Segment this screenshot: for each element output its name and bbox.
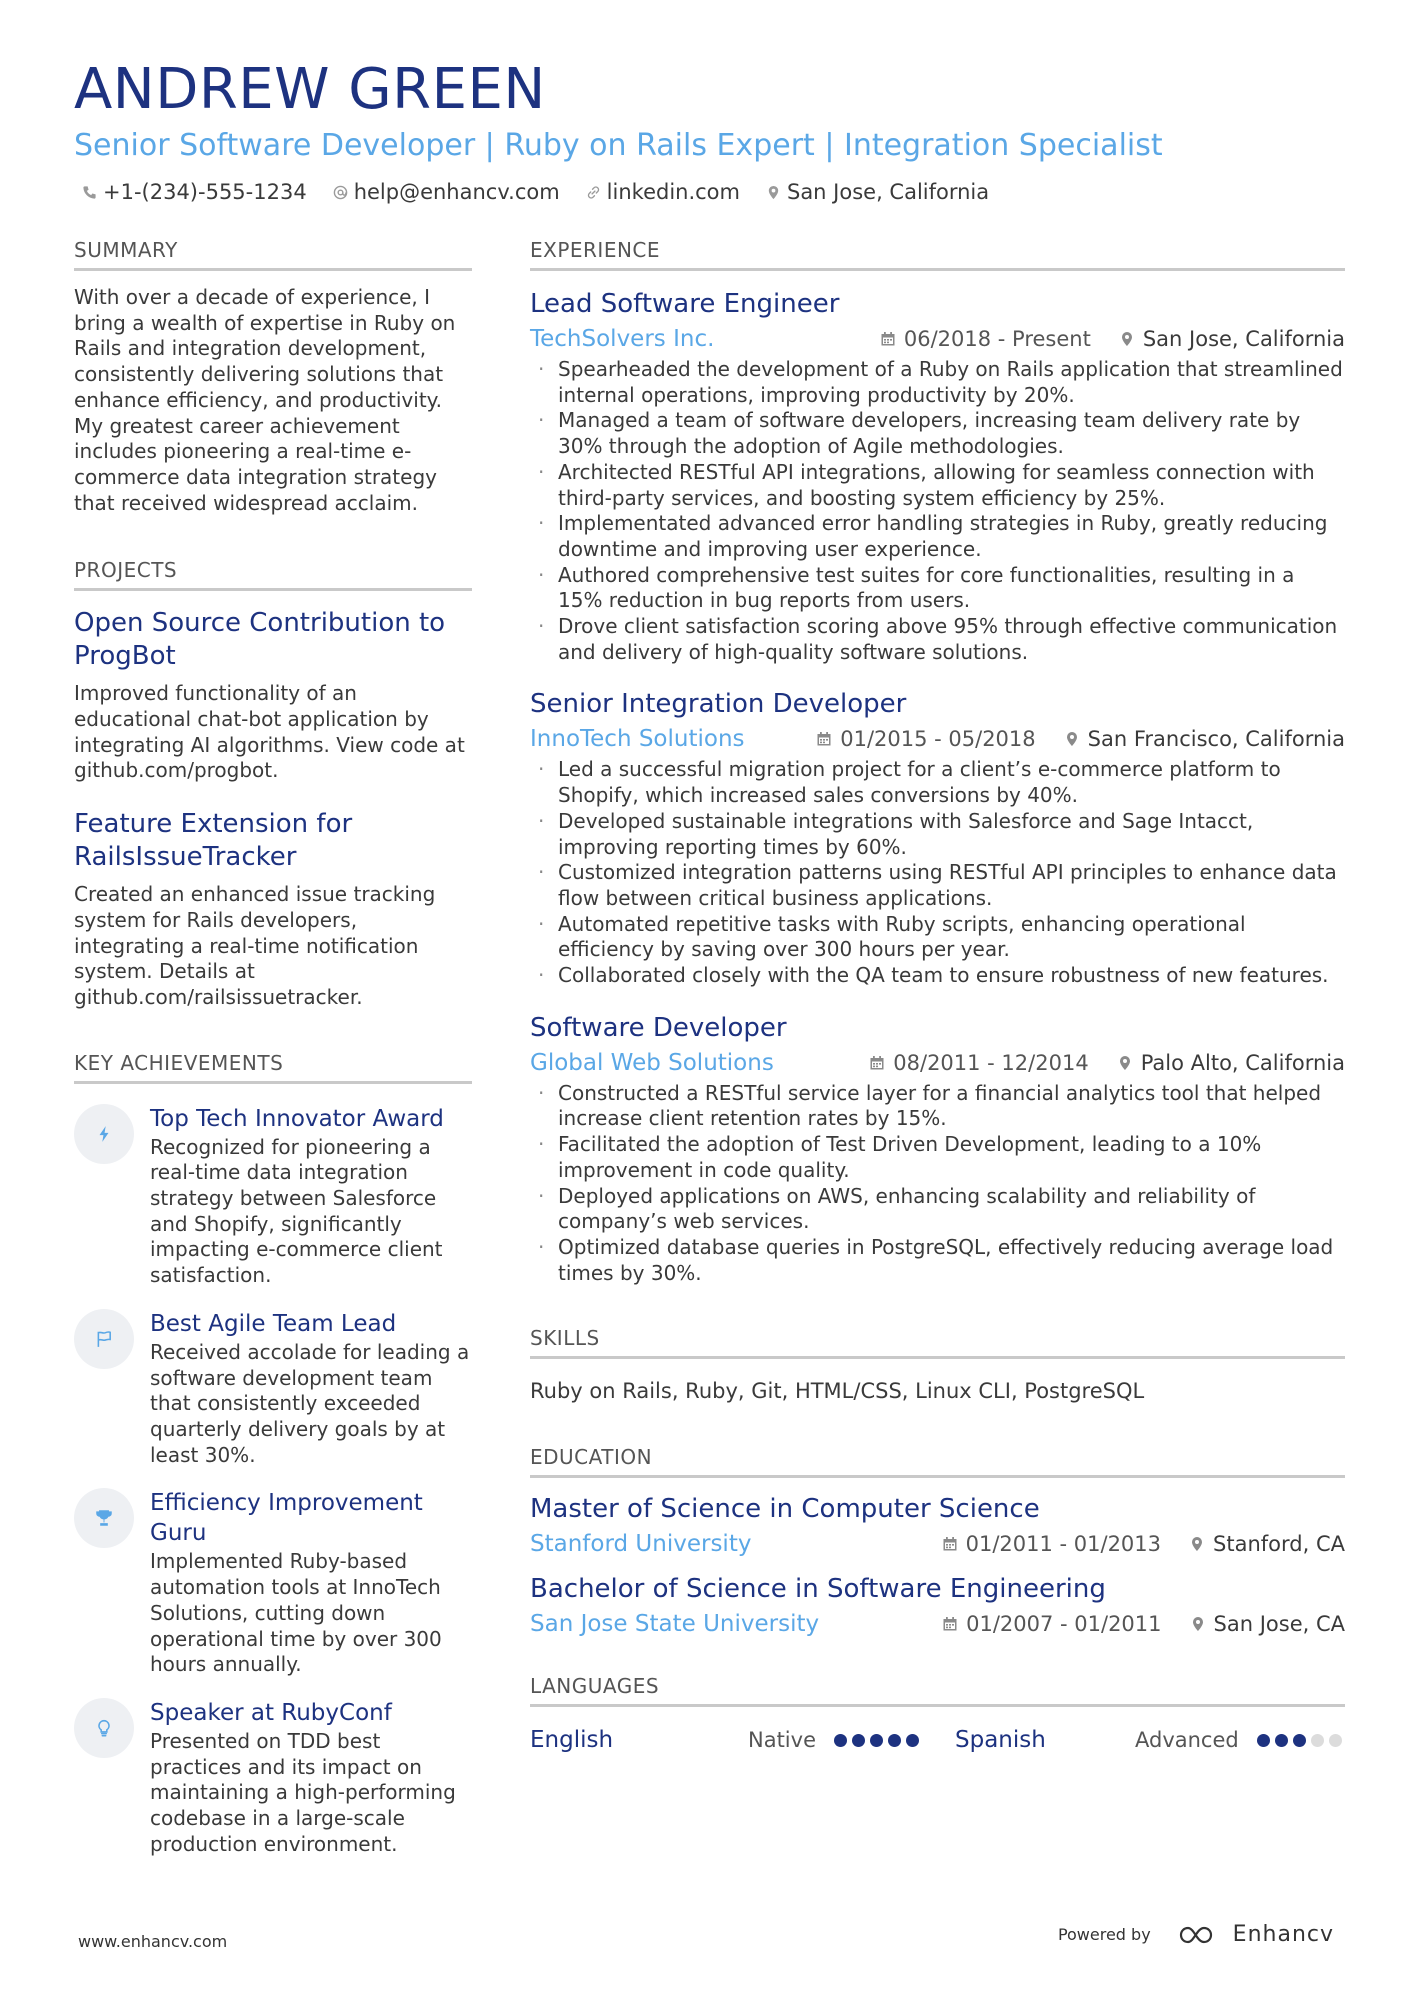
location-pin-icon [1117, 1055, 1133, 1071]
powered-by-text: Powered by [1057, 1925, 1151, 1944]
bullet-item: · Optimized database queries in PostgreSQL, effectively reducing average load times by 30%. [530, 1235, 1345, 1286]
rating-dot-filled [852, 1734, 865, 1747]
skills-heading: SKILLS [530, 1326, 1345, 1359]
rating-dot-filled [834, 1734, 847, 1747]
language-rating [834, 1734, 919, 1747]
achievement-icon-badge [74, 1104, 134, 1164]
rating-dot-empty [1329, 1734, 1342, 1747]
education-heading: EDUCATION [530, 1445, 1345, 1478]
rating-dot-filled [1293, 1734, 1306, 1747]
rating-dot-filled [906, 1734, 919, 1747]
achievement-icon-badge [74, 1488, 134, 1548]
footer-website[interactable]: www.enhancv.com [78, 1932, 228, 1951]
language-item [530, 1727, 955, 1753]
school-name: San Jose State University [530, 1611, 820, 1638]
school-name: Stanford University [530, 1531, 752, 1558]
project-description: Created an enhanced issue tracking system for Rails developers, integrating a real-time notification system. Details at github.com/railsissuetracker. [74, 882, 436, 1009]
achievement-description: Received accolade for leading a software development team that consistently exceeded quarterly delivery goals by at least 30%. [150, 1339, 470, 1467]
education-dates: 01/2011 - 01/2013 [965, 1532, 1162, 1557]
job-bullets [530, 757, 1345, 988]
achievements-heading: KEY ACHIEVEMENTS [74, 1051, 472, 1084]
link-icon [586, 185, 601, 200]
job-dates: 01/2015 - 05/2018 [840, 727, 1036, 752]
bullet-item: · Deployed applications on AWS, enhancing scalability and reliability of company’s web services. [530, 1184, 1345, 1235]
bullet-item: · Automated repetitive tasks with Ruby scripts, enhancing operational efficiency by saving over 300 hours per year. [530, 912, 1345, 963]
job-dates: 06/2018 - Present [903, 327, 1091, 351]
bullet-item: · Developed sustainable integrations with Salesforce and Sage Intacct, improving reporting times by 60%. [530, 809, 1345, 860]
contact-bar [82, 180, 989, 204]
company-name: InnoTech Solutions [530, 726, 745, 753]
achievement-title: Speaker at RubyConf [150, 1699, 392, 1726]
degree-title: Bachelor of Science in Software Engineering [530, 1574, 1106, 1605]
rating-dot-filled [888, 1734, 901, 1747]
job-location: San Francisco, California [1087, 727, 1345, 752]
achievement-icon-badge [74, 1698, 134, 1758]
link-text: linkedin.com [606, 180, 740, 204]
education-item [530, 1572, 1345, 1640]
bullet-item: · Managed a team of software developers, increasing team delivery rate by 30% through the adoption of Agile methodologies. [530, 408, 1345, 459]
candidate-name: ANDREW GREEN [74, 57, 546, 122]
calendar-icon [816, 731, 832, 747]
enhancv-logo-icon [1177, 1924, 1221, 1946]
project-description: Improved functionality of an educational chat-bot application by integrating AI algorithms. View code at github.com/progbot. [74, 681, 465, 783]
language-rating [1257, 1734, 1342, 1747]
experience-item [530, 687, 1345, 988]
left-column [74, 238, 472, 1857]
job-dates: 08/2011 - 12/2014 [893, 1050, 1089, 1075]
achievement-description: Presented on TDD best practices and its impact on maintaining a high-performing codebase in a large-scale production environment. [150, 1728, 456, 1856]
location-pin-icon [766, 185, 781, 200]
right-column [530, 238, 1345, 1753]
summary-text: With over a decade of experience, I bring a wealth of expertise in Ruby on Rails and integration development, consistently delivering solutions that enhance efficiency, and productivity. My greatest career achievement includes pioneering a real-time e-commerce data integration strategy that received widespread acclaim. [74, 285, 456, 515]
experience-heading: EXPERIENCE [530, 238, 1345, 271]
job-title: Software Developer [530, 1012, 787, 1043]
bullet-item: · Architected RESTful API integrations, allowing for seamless connection with third-party services, and boosting system efficiency by 25%. [530, 460, 1345, 511]
bullet-item: · Led a successful migration project for a client’s e-commerce platform to Shopify, which increased sales conversions by 40%. [530, 757, 1345, 808]
calendar-icon [869, 1055, 885, 1071]
bullet-item: · Constructed a RESTful service layer for a financial analytics tool that helped increase client retention rates by 15%. [530, 1081, 1345, 1132]
bolt-icon [95, 1125, 113, 1143]
contact-email[interactable] [333, 180, 560, 204]
language-level: Advanced [1135, 1728, 1239, 1753]
summary-heading: SUMMARY [74, 238, 472, 271]
job-bullets [530, 1081, 1345, 1287]
company-name: TechSolvers Inc. [530, 326, 715, 352]
phone-icon [82, 185, 97, 200]
calendar-icon [942, 1536, 958, 1552]
education-item [530, 1492, 1345, 1560]
lightbulb-icon [95, 1719, 113, 1737]
project-item [74, 607, 472, 784]
bullet-item: · Drove client satisfaction scoring above 95% through effective communication and delivery of high-quality software solutions. [530, 614, 1345, 665]
bullet-item: · Spearheaded the development of a Ruby on Rails application that streamlined internal operations, improving productivity by 20%. [530, 357, 1345, 408]
job-location: Palo Alto, California [1140, 1050, 1345, 1075]
language-level: Native [748, 1728, 816, 1753]
experience-item [530, 1011, 1345, 1287]
project-item [74, 808, 472, 1011]
project-title: Feature Extension for RailsIssueTracker [74, 809, 353, 873]
achievement-description: Recognized for pioneering a real-time data integration strategy between Salesforce and Shopify, significantly impacting e-commerce client satisfaction. [150, 1134, 443, 1288]
experience-item [530, 287, 1345, 665]
bullet-item: · Collaborated closely with the QA team to ensure robustness of new features. [530, 963, 1345, 989]
achievement-title: Top Tech Innovator Award [150, 1105, 444, 1132]
location-pin-icon [1119, 331, 1135, 347]
enhancv-brand: Enhancv [1232, 1922, 1334, 1947]
company-name: Global Web Solutions [530, 1049, 774, 1076]
at-icon [333, 185, 348, 200]
achievement-item [74, 1698, 472, 1858]
education-dates: 01/2007 - 01/2011 [966, 1612, 1162, 1637]
skills-list: Ruby on Rails, Ruby, Git, HTML/CSS, Linux CLI, PostgreSQL [530, 1379, 1145, 1404]
achievement-title: Best Agile Team Lead [150, 1310, 397, 1337]
flag-icon [95, 1330, 113, 1348]
contact-link[interactable] [586, 180, 740, 204]
bullet-item: · Facilitated the adoption of Test Driven Development, leading to a 10% improvement in code quality. [530, 1132, 1345, 1183]
bullet-item: · Customized integration patterns using RESTful API principles to enhance data flow between critical business applications. [530, 860, 1345, 911]
education-location: Stanford, CA [1213, 1532, 1345, 1557]
job-bullets [530, 357, 1345, 665]
calendar-icon [880, 331, 896, 347]
contact-location [766, 180, 989, 204]
location-pin-icon [1064, 731, 1080, 747]
contact-phone[interactable] [82, 180, 307, 204]
job-location: San Jose, California [1142, 327, 1345, 351]
job-title: Lead Software Engineer [530, 289, 840, 319]
projects-heading: PROJECTS [74, 558, 472, 591]
email-text: help@enhancv.com [353, 180, 560, 204]
bullet-item: · Implementated advanced error handling strategies in Ruby, greatly reducing downtime and improving user experience. [530, 511, 1345, 562]
language-name: Spanish [955, 1727, 1046, 1754]
rating-dot-filled [1275, 1734, 1288, 1747]
bullet-item: · Authored comprehensive test suites for core functionalities, resulting in a 15% reduction in bug reports from users. [530, 563, 1345, 614]
rating-dot-filled [1257, 1734, 1270, 1747]
achievement-title: Efficiency Improvement Guru [150, 1490, 423, 1547]
job-title: Senior Integration Developer [530, 689, 907, 720]
degree-title: Master of Science in Computer Science [530, 1494, 1040, 1525]
achievement-item [74, 1104, 472, 1289]
calendar-icon [942, 1616, 958, 1632]
rating-dot-filled [870, 1734, 883, 1747]
languages-list [530, 1727, 1345, 1753]
candidate-tagline: Senior Software Developer | Ruby on Rails Expert | Integration Specialist [74, 128, 1163, 163]
location-pin-icon [1190, 1616, 1206, 1632]
rating-dot-empty [1311, 1734, 1324, 1747]
project-title: Open Source Contribution to ProgBot [74, 608, 446, 672]
footer-branding [1058, 1922, 1334, 1947]
location-text: San Jose, California [786, 180, 990, 204]
achievement-item [74, 1488, 472, 1678]
achievement-icon-badge [74, 1309, 134, 1369]
achievement-item [74, 1309, 472, 1469]
achievement-description: Implemented Ruby-based automation tools at InnoTech Solutions, cutting down operational time by over 300 hours annually. [150, 1549, 442, 1677]
language-item [955, 1727, 1345, 1753]
languages-heading: LANGUAGES [530, 1674, 1345, 1707]
phone-text: +1-(234)-555-1234 [103, 180, 307, 204]
trophy-icon [95, 1509, 113, 1527]
location-pin-icon [1189, 1536, 1205, 1552]
language-name: English [530, 1727, 614, 1754]
education-location: San Jose, CA [1213, 1612, 1345, 1637]
